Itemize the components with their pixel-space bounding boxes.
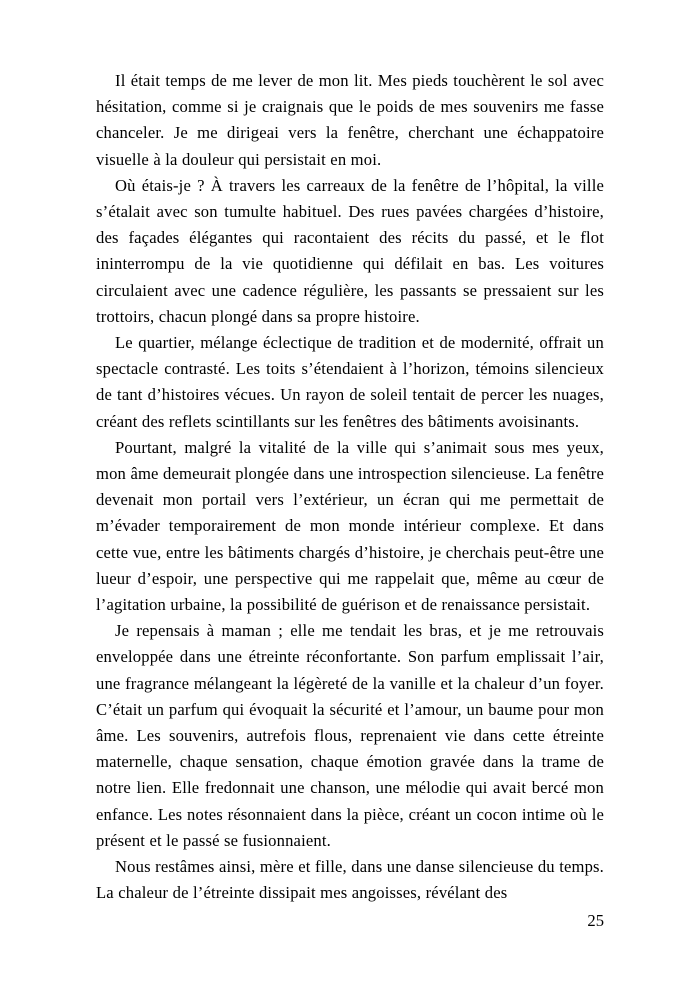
paragraph: Le quartier, mélange éclectique de tradition et de modernité, offrait un spectacle contrasté. Les toits s’étendaient à l’horizon, témoins silencieux de tant d’histoires vécues. Un rayon de soleil tentait de percer les nuages, créant des reflets scintillants sur les fenêtres des bâtiments avoisinants. (96, 333, 604, 431)
paragraph: Je repensais à maman ; elle me tendait les bras, et je me retrouvais enveloppée dans une étreinte réconfortante. Son parfum emplissait l’air, une fragrance mélangeant la légèreté de la vanille et la chaleur d’un foyer. C’était un parfum qui évoquait la sécurité et l’amour, un baume pour mon âme. Les souvenirs, autrefois flous, reprenaient vie dans cette étreinte maternelle, chaque sensation, chaque émotion gravée dans la trame de notre lien. Elle fredonnait une chanson, une mélodie qui avait bercé mon enfance. Les notes résonnaient dans la pièce, créant un cocon intime où le présent et le passé se fusionnaient. (96, 621, 604, 850)
body-text-block (96, 68, 604, 907)
paragraph: Il était temps de me lever de mon lit. Mes pieds touchèrent le sol avec hésitation, comme si je craignais que le poids de mes souvenirs me fasse chanceler. Je me dirigeai vers la fenêtre, cherchant une échappatoire visuelle à la douleur qui persistait en moi. (96, 71, 604, 169)
paragraph: Pourtant, malgré la vitalité de la ville qui s’animait sous mes yeux, mon âme demeurait plongée dans une introspection silencieuse. La fenêtre devenait mon portail vers l’extérieur, un écran qui me permettait de m’évader temporairement de mon monde intérieur complexe. Et dans cette vue, entre les bâtiments chargés d’histoire, je cherchais peut-être une lueur d’espoir, une perspective qui me rappelait que, même au cœur de l’agitation urbaine, la possibilité de guérison et de renaissance persistait. (96, 437, 604, 615)
paragraph: Où étais-je ? À travers les carreaux de la fenêtre de l’hôpital, la ville s’étalait avec son tumulte habituel. Des rues pavées chargées d’histoire, des façades élégantes qui racontaient des récits du passé, et le flot ininterrompu de la vie quotidienne qui défilait en bas. Les voitures circulaient avec une cadence régulière, les passants se pressaient sur les trottoirs, chacun plongé dans sa propre histoire. (96, 175, 604, 326)
page-number: 25 (587, 911, 604, 930)
paragraph: Nous restâmes ainsi, mère et fille, dans une danse silencieuse du temps. La chaleur de l’étreinte dissipait mes angoisses, révélant des (96, 857, 604, 903)
